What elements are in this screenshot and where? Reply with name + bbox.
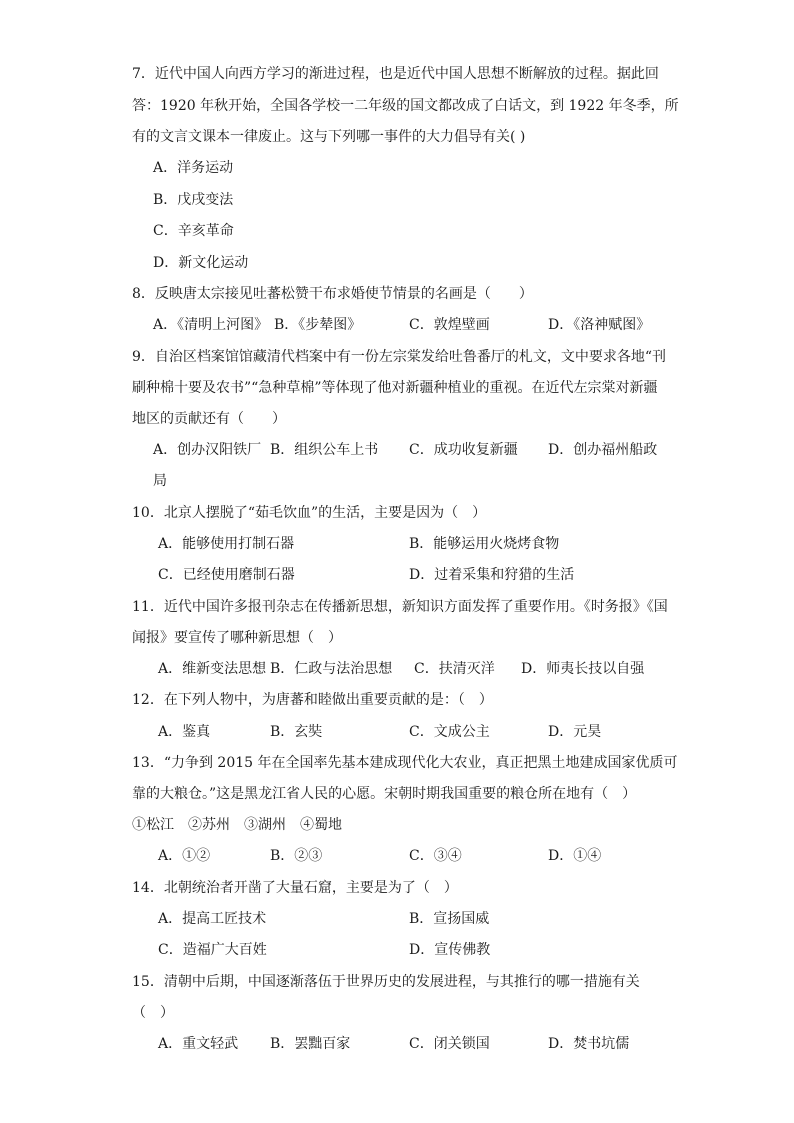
- option-d-continuation: 局: [153, 473, 167, 489]
- option-d[interactable]: D．创办福州船政: [548, 442, 658, 458]
- question-text-line: 闻报》要宣传了哪种新思想（ ）: [132, 630, 342, 646]
- option-c[interactable]: C．扶清灭洋: [414, 661, 495, 677]
- option-b[interactable]: B．宣扬国威: [409, 911, 490, 927]
- question-text-line: 13．“力争到 2015 年在全国率先基本建成现代化大农业，真正把黑土地建成国家优质可: [132, 755, 678, 771]
- option-a[interactable]: A．①②: [158, 848, 211, 864]
- option-d[interactable]: D．元昊: [548, 724, 602, 740]
- question-text-line: （ ）: [132, 1005, 174, 1021]
- option-c[interactable]: C．文成公主: [409, 724, 490, 740]
- question-text-line: 刷种棉十要及农书”“急种草棉”等体现了他对新疆种植业的重视。在近代左宗棠对新疆: [132, 380, 658, 396]
- question-text-line: 7．近代中国人向西方学习的渐进过程，也是近代中国人思想不断解放的过程。据此回: [132, 66, 659, 82]
- option-b[interactable]: B．《步辇图》: [274, 317, 362, 333]
- option-b[interactable]: B．玄奘: [270, 724, 323, 740]
- option-b[interactable]: B．组织公车上书: [270, 442, 379, 458]
- question-text-line: 地区的贡献还有（ ）: [132, 411, 286, 427]
- option-d[interactable]: D．宣传佛教: [409, 942, 491, 958]
- option-d[interactable]: D．①④: [548, 848, 602, 864]
- question-text-line: 10．北京人摆脱了“茹毛饮血”的生活，主要是因为（ ）: [132, 505, 487, 521]
- option-d[interactable]: D．过着采集和狩猎的生活: [409, 567, 575, 583]
- option-b[interactable]: B．戊戌变法: [153, 192, 234, 208]
- question-text-line: 有的文言文课本一律废止。这与下列哪一事件的大力倡导有关( ): [132, 129, 526, 145]
- option-a[interactable]: A．《清明上河图》: [153, 317, 269, 333]
- option-b[interactable]: B．②③: [270, 848, 323, 864]
- option-a[interactable]: A．重文轻武: [158, 1036, 239, 1052]
- question-text-line: 答：1920 年秋开始，全国各学校一二年级的国文都改成了白话文，到 1922 年冬季，所: [132, 98, 679, 114]
- option-b[interactable]: B．能够运用火烧烤食物: [409, 536, 560, 552]
- question-text-line: 14．北朝统治者开凿了大量石窟，主要是为了（ ）: [132, 880, 458, 896]
- option-d[interactable]: D．师夷长技以自强: [521, 661, 645, 677]
- option-c[interactable]: C．辛亥革命: [153, 223, 234, 239]
- question-text-line: ①松江 ②苏州 ③湖州 ④蜀地: [132, 817, 342, 833]
- option-c[interactable]: C．③④: [409, 848, 462, 864]
- option-c[interactable]: C．敦煌壁画: [409, 317, 490, 333]
- option-a[interactable]: A．能够使用打制石器: [158, 536, 295, 552]
- option-a[interactable]: A．维新变法思想: [158, 661, 267, 677]
- option-c[interactable]: C．成功收复新疆: [409, 442, 518, 458]
- option-d[interactable]: D．《洛神赋图》: [548, 317, 651, 333]
- question-text-line: 11．近代中国许多报刊杂志在传播新思想，新知识方面发挥了重要作用。《时务报》《国: [132, 599, 668, 615]
- option-a[interactable]: A．提高工匠技术: [158, 911, 267, 927]
- option-a[interactable]: A．创办汉阳铁厂: [153, 442, 262, 458]
- option-a[interactable]: A．洋务运动: [153, 160, 234, 176]
- question-text-line: 15．清朝中后期，中国逐渐落伍于世界历史的发展进程，与其推行的哪一措施有关: [132, 974, 640, 990]
- option-a[interactable]: A．鉴真: [158, 724, 211, 740]
- option-d[interactable]: D．焚书坑儒: [548, 1036, 630, 1052]
- option-b[interactable]: B．仁政与法治思想: [270, 661, 393, 677]
- option-c[interactable]: C．闭关锁国: [409, 1036, 490, 1052]
- question-text-line: 靠的大粮仓。”这是黑龙江省人民的心愿。宋朝时期我国重要的粮仓所在地有（ ）: [132, 786, 637, 802]
- question-text-line: 12．在下列人物中，为唐蕃和睦做出重要贡献的是：（ ）: [132, 692, 493, 708]
- option-d[interactable]: D．新文化运动: [153, 255, 249, 271]
- question-text-line: 9．自治区档案馆馆藏清代档案中有一份左宗棠发给吐鲁番厅的札文，文中要求各地“刊: [132, 349, 667, 365]
- option-c[interactable]: C．造福广大百姓: [158, 942, 267, 958]
- question-text-line: 8．反映唐太宗接见吐蕃松赞干布求婚使节情景的名画是（ ）: [132, 286, 533, 302]
- option-b[interactable]: B．罢黜百家: [270, 1036, 351, 1052]
- option-c[interactable]: C．已经使用磨制石器: [158, 567, 295, 583]
